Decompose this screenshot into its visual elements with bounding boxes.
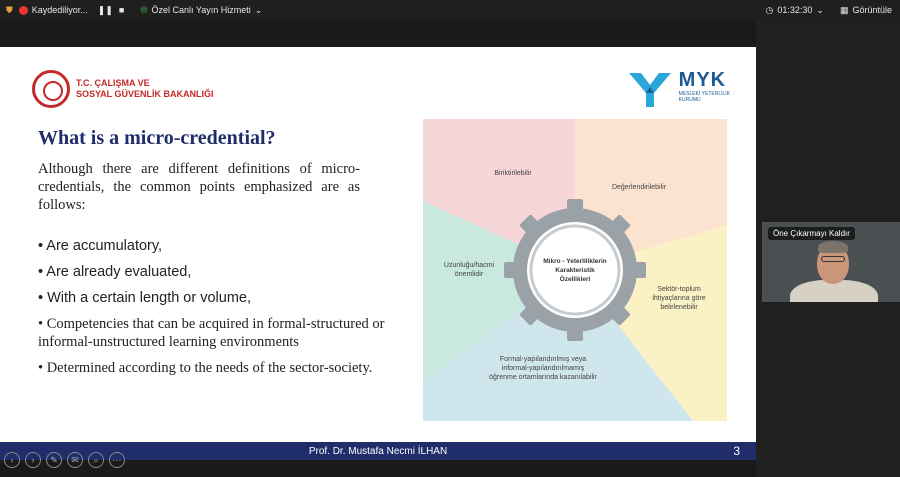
ministry-seal-icon: [32, 70, 70, 108]
segment-label: öğrenme ortamlarında kazanılabilir: [489, 374, 597, 381]
more-icon[interactable]: ⋯: [109, 452, 125, 468]
timer-value: 01:32:30: [777, 5, 813, 15]
segment-label: önemlidir: [454, 271, 484, 278]
shared-slide: [0, 47, 756, 460]
myk-sub1: MESLEKİ YETERLİLİK: [678, 91, 730, 97]
speaker-video[interactable]: [762, 222, 900, 302]
slide-intro: Although there are different definitions of micro-credentials, the common points emphasized are as follows:: [38, 161, 360, 213]
chevron-down-icon[interactable]: ⌄: [816, 4, 824, 15]
ministry-name-line2: SOSYAL GÜVENLİK BAKANLIĞI: [76, 89, 214, 99]
segment-label: Biriktirilebilir: [494, 170, 532, 177]
myk-logo: [627, 69, 730, 109]
segment-label: informal-yapılandırılmamış: [501, 365, 585, 372]
broadcast-label: Özel Canlı Yayın Hizmeti: [151, 5, 251, 15]
bullet-item: • Are already evaluated,: [38, 264, 192, 280]
live-stream-menu[interactable]: [140, 5, 262, 16]
segment-label: ihtiyaçlarına göre: [652, 295, 706, 302]
segment-label: Formal-yapılandırılmış veya: [499, 356, 587, 363]
shield-icon: ⛊: [6, 4, 13, 15]
ministry-logo: [32, 70, 214, 108]
bullet-item: • Determined according to the needs of the sector-society.: [38, 360, 373, 376]
clock-icon: ◷: [765, 4, 774, 15]
recording-indicator[interactable]: [19, 5, 88, 15]
segment-label: Değerlendirilebilir: [611, 184, 667, 191]
presenter-name: Prof. Dr. Mustafa Necmi İLHAN: [308, 445, 448, 457]
meeting-timer: [766, 5, 824, 16]
myk-emblem-icon: [627, 69, 673, 109]
segment-label: belirlenebilir: [660, 304, 698, 311]
comment-icon[interactable]: ✉: [67, 452, 83, 468]
grid-icon: ▦: [839, 4, 849, 15]
bullet-item: • With a certain length or volume,: [38, 290, 252, 306]
diagram-center-label: Mikro - Yeterliliklerin: [543, 258, 607, 265]
characteristics-diagram: [423, 119, 727, 421]
record-icon: [19, 6, 28, 15]
page-number: 3: [733, 444, 740, 458]
view-menu-button[interactable]: [840, 5, 892, 16]
bullet-item: • Are accumulatory,: [38, 238, 163, 254]
meeting-toolbar: [0, 0, 900, 20]
bullet-list: [38, 237, 423, 385]
zoom-icon[interactable]: ⌕: [88, 452, 104, 468]
unpin-button[interactable]: Öne Çıkarmayı Kaldır: [768, 227, 855, 240]
segment-label: Uzunluğu/hacmi: [443, 262, 495, 269]
stop-recording-button[interactable]: ■: [118, 5, 125, 15]
ministry-name-line1: T.C. ÇALIŞMA VE: [76, 78, 150, 88]
speaker-glasses: [821, 256, 845, 262]
myk-name: MYK: [678, 69, 727, 91]
view-label: Görüntüle: [852, 5, 892, 15]
back-icon[interactable]: ‹: [4, 452, 20, 468]
myk-sub2: KURUMU: [678, 97, 701, 103]
pen-icon[interactable]: ✎: [46, 452, 62, 468]
segment-label: Sektör-toplum: [657, 286, 701, 293]
bullet-item: • Competencies that can be acquired in formal-structured or informal-unstructured learning environments: [38, 316, 385, 350]
diagram-center-label: Karakteristik: [555, 267, 595, 274]
chevron-down-icon: ⌄: [254, 4, 263, 15]
slide-title: What is a micro-credential?: [38, 127, 276, 149]
forward-icon[interactable]: ›: [25, 452, 41, 468]
pause-recording-button[interactable]: ❚❚: [97, 4, 113, 15]
recording-label: Kaydediliyor...: [31, 5, 88, 15]
signal-icon: ⦾: [140, 4, 148, 15]
annotation-toolbar: [4, 452, 125, 468]
speaker-hair: [818, 241, 848, 253]
diagram-center-label: Özellikleri: [559, 276, 591, 283]
